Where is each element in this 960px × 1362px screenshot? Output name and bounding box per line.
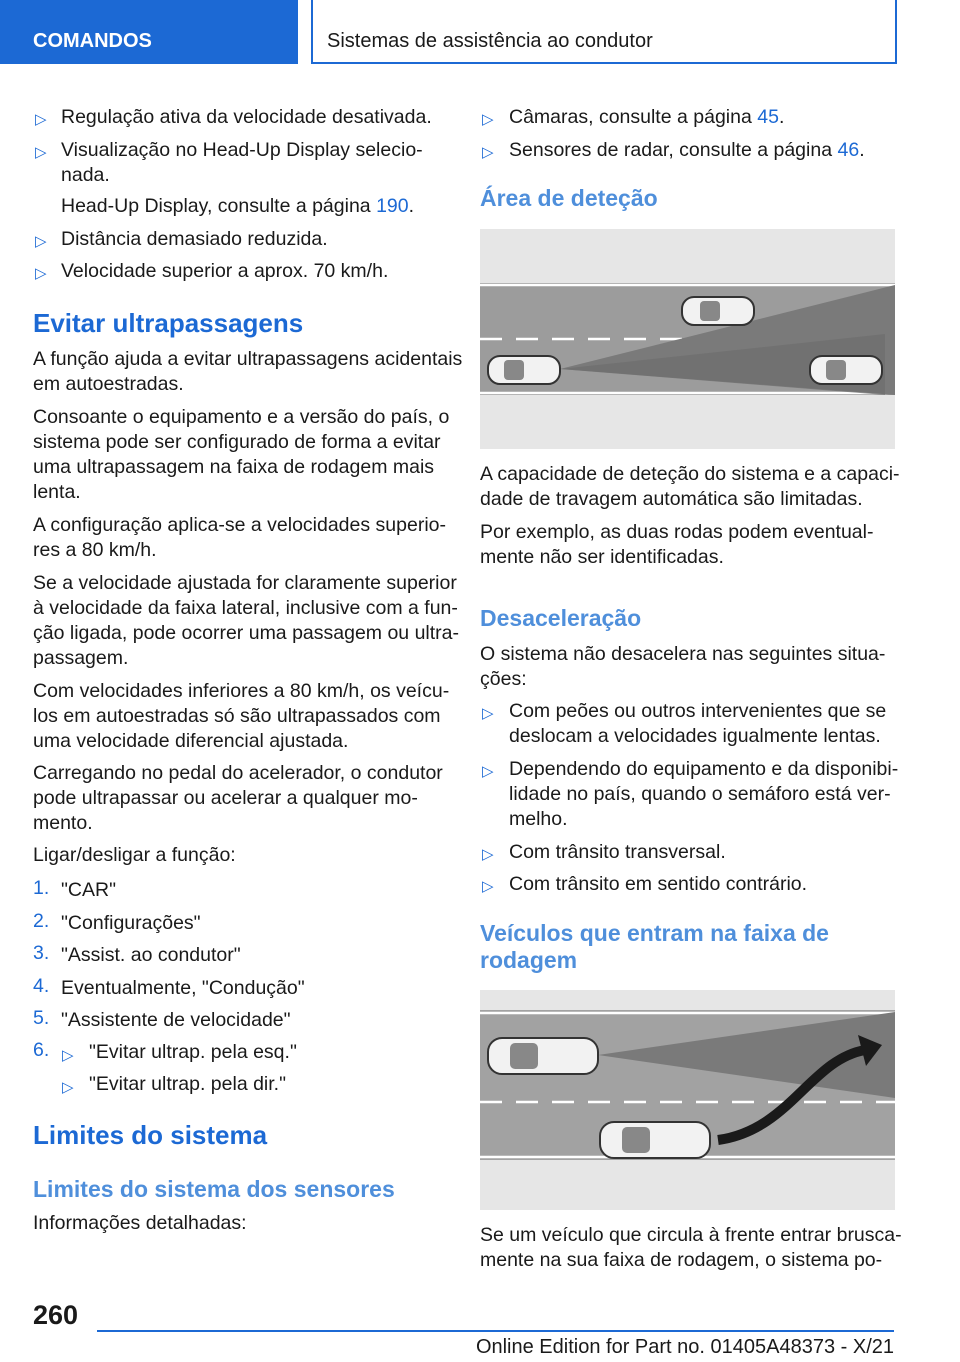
bullet-icon: ▷ (35, 265, 47, 282)
chapter-title: Sistemas de assistência ao condutor (327, 30, 653, 52)
paragraph-line: lenta. (33, 481, 81, 503)
page-link[interactable]: 46 (837, 139, 860, 161)
paragraph-line: mento. (33, 812, 93, 834)
bullet-icon: ▷ (482, 878, 494, 895)
paragraph-line: A configuração aplica-se a velocidades superio‐ (33, 514, 446, 536)
step-number: 5. (33, 1007, 50, 1029)
paragraph-line: O sistema não desacelera nas seguintes situa‐ (480, 643, 886, 665)
bullet-text: Regulação ativa da velocidade desativada. (61, 106, 432, 128)
step-text: "Configurações" (61, 912, 201, 934)
bullet-text: melho. (509, 808, 568, 830)
paragraph-line: Se a velocidade ajustada for claramente superior (33, 572, 457, 594)
bullet-icon: ▷ (482, 846, 494, 863)
bullet-icon: ▷ (482, 144, 494, 161)
page-link[interactable]: 190 (376, 195, 409, 217)
paragraph-line: dade de travagem automática são limitadas. (480, 488, 863, 510)
footer-edition: Online Edition for Part no. 01405A48373 - X/21 (475, 1336, 894, 1358)
paragraph-line: A capacidade de deteção do sistema e a capaci‐ (480, 463, 900, 485)
paragraph-line: los em autoestradas só são ultrapassados com (33, 705, 441, 727)
chapter-header (311, 0, 897, 64)
bullet-icon: ▷ (35, 111, 47, 128)
paragraph-line: Se um veículo que circula à frente entrar brusca‐ (480, 1224, 902, 1246)
step-number: 1. (33, 877, 50, 899)
paragraph-line: uma velocidade diferencial ajustada. (33, 730, 349, 752)
section-heading: Evitar ultrapassagens (33, 308, 304, 338)
bullet-text: deslocam a velocidades igualmente lentas. (509, 725, 881, 747)
bullet-text: nada. (61, 164, 110, 186)
bullet-text: lidade no país, quando o semáforo está ver‐ (509, 783, 891, 805)
bullet-text: Com trânsito transversal. (509, 841, 726, 863)
detection-area-diagram (480, 229, 895, 449)
bullet-icon: ▷ (35, 233, 47, 250)
section-heading: Limites do sistema (33, 1120, 268, 1150)
cut-in-illustration (480, 990, 895, 1210)
paragraph-line: ção ligada, pode ocorrer uma passagem ou ultra‐ (33, 622, 459, 644)
step-number: 6. (33, 1039, 50, 1061)
bullet-icon: ▷ (62, 1047, 74, 1064)
paragraph-line: Informações detalhadas: (33, 1212, 247, 1234)
paragraph-line: em autoestradas. (33, 373, 184, 395)
subsection-heading: Desaceleração (480, 605, 642, 631)
paragraph-line: à velocidade da faixa lateral, inclusive com a fun‐ (33, 597, 458, 619)
paragraph-line: res a 80 km/h. (33, 539, 157, 561)
subsection-heading: Veículos que entram na faixa de (480, 920, 829, 946)
step-number: 4. (33, 975, 50, 997)
paragraph-line: Ligar/desligar a função: (33, 844, 236, 866)
paragraph-line: sistema pode ser configurado de forma a evitar (33, 431, 441, 453)
section-tab (0, 0, 298, 64)
bullet-text: Head-Up Display, consulte a página 190. (61, 195, 415, 217)
page-link[interactable]: 45 (757, 106, 779, 128)
subsection-heading: Área de deteção (480, 185, 658, 211)
footer-divider (97, 1330, 894, 1332)
section-label: COMANDOS (33, 30, 152, 52)
step-number: 3. (33, 942, 50, 964)
paragraph-line: mente na sua faixa de rodagem, o sistema po‐ (480, 1249, 883, 1271)
cut-in-vehicle-diagram (480, 990, 895, 1210)
bullet-icon: ▷ (482, 763, 494, 780)
subsection-heading: Limites do sistema dos sensores (33, 1176, 395, 1202)
bullet-text: Com trânsito em sentido contrário. (509, 873, 808, 895)
paragraph-line: pode ultrapassar ou acelerar a qualquer mo‐ (33, 787, 418, 809)
paragraph-line: Carregando no pedal do acelerador, o condutor (33, 762, 443, 784)
step-number: 2. (33, 910, 50, 932)
bullet-text: Visualização no Head-Up Display selecio‐ (61, 139, 423, 161)
paragraph-line: Por exemplo, as duas rodas podem eventual‐ (480, 521, 874, 543)
page-number: 260 (33, 1300, 79, 1330)
bullet-icon: ▷ (482, 111, 494, 128)
paragraph-line: mente não ser identificadas. (480, 546, 724, 568)
paragraph-line: ções: (480, 668, 527, 690)
paragraph-line: A função ajuda a evitar ultrapassagens acidentais (33, 348, 463, 370)
subsection-heading: rodagem (480, 947, 578, 973)
step-text: "Evitar ultrap. pela dir." (89, 1073, 287, 1095)
step-text: "CAR" (61, 879, 117, 901)
bullet-text: Câmaras, consulte a página 45. (509, 106, 785, 128)
bullet-icon: ▷ (62, 1079, 74, 1096)
step-text: "Evitar ultrap. pela esq." (89, 1041, 297, 1063)
paragraph-line: Com velocidades inferiores a 80 km/h, os veícu‐ (33, 680, 450, 702)
step-text: Eventualmente, "Condução" (61, 977, 305, 999)
bullet-text: Velocidade superior a aprox. 70 km/h. (61, 260, 389, 282)
paragraph-line: passagem. (33, 647, 129, 669)
bullet-text: Distância demasiado reduzida. (61, 228, 328, 250)
paragraph-line: Consoante o equipamento e a versão do país, o (33, 406, 450, 428)
detection-area-illustration (480, 229, 895, 449)
bullet-icon: ▷ (482, 705, 494, 722)
paragraph-line: uma ultrapassagem na faixa de rodagem mais (33, 456, 435, 478)
bullet-text: Sensores de radar, consulte a página 46. (509, 139, 865, 161)
step-text: "Assist. ao condutor" (61, 944, 241, 966)
bullet-text: Dependendo do equipamento e da disponibi‐ (509, 758, 899, 780)
bullet-text: Com peões ou outros intervenientes que se (509, 700, 887, 722)
bullet-icon: ▷ (35, 144, 47, 161)
step-text: "Assistente de velocidade" (61, 1009, 291, 1031)
